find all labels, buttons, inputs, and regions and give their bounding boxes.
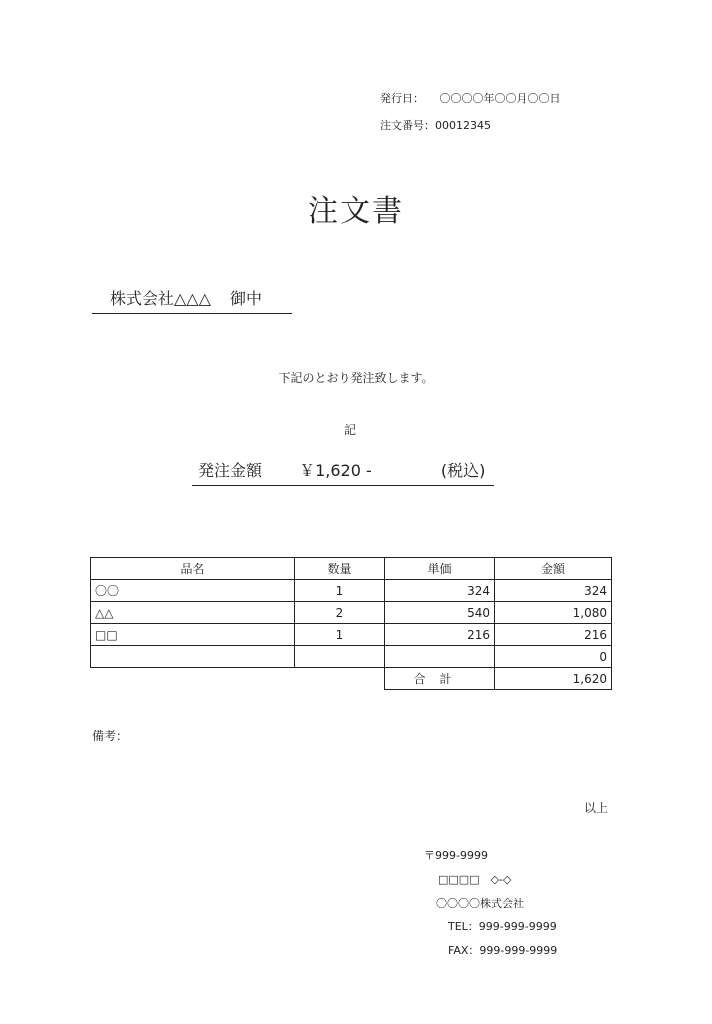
cell-quantity: 2 xyxy=(295,602,385,624)
remarks-label: 備考： xyxy=(92,729,129,743)
document-title: 注文書 xyxy=(308,194,404,229)
cell-unit-price: 216 xyxy=(385,624,495,646)
sender-postal: 〒999-9999 xyxy=(424,849,488,862)
sender-address: □□□□ ◇-◇ xyxy=(438,873,512,886)
sender-fax: FAX：999-999-9999 xyxy=(448,944,558,957)
cell-amount: 324 xyxy=(495,580,612,602)
cell-amount: 0 xyxy=(495,646,612,668)
items-table xyxy=(90,557,612,690)
total-value: 1,620 xyxy=(495,668,612,690)
intro-text: 下記のとおり発注致します。 xyxy=(278,371,434,385)
order-number-label: 注文番号： xyxy=(380,119,435,132)
order-amount-label: 発注金額 xyxy=(198,461,263,480)
table-row xyxy=(91,602,612,624)
blank-cell xyxy=(295,668,385,690)
order-number-value: 00012345 xyxy=(435,119,491,132)
header-quantity: 数量 xyxy=(295,558,385,580)
issue-date xyxy=(380,90,561,106)
cell-item-name xyxy=(91,646,295,668)
order-amount xyxy=(192,458,494,486)
cell-item-name: △△ xyxy=(91,602,295,624)
cell-amount: 1,080 xyxy=(495,602,612,624)
sender-tel: TEL：999-999-9999 xyxy=(448,920,557,933)
cell-amount: 216 xyxy=(495,624,612,646)
order-number xyxy=(380,117,491,133)
header-unit-price: 単価 xyxy=(385,558,495,580)
order-amount-tax-note: (税込) xyxy=(440,461,486,480)
cell-quantity: 1 xyxy=(295,580,385,602)
order-amount-value: ￥1,620 - xyxy=(299,461,372,480)
cell-item-name: 〇〇 xyxy=(91,580,295,602)
addressee-company: 株式会社△△△ xyxy=(110,289,211,308)
cell-quantity: 1 xyxy=(295,624,385,646)
table-row xyxy=(91,580,612,602)
total-label: 合計 xyxy=(385,668,495,690)
cell-unit-price: 540 xyxy=(385,602,495,624)
cell-unit-price: 324 xyxy=(385,580,495,602)
table-header-row xyxy=(91,558,612,580)
cell-unit-price xyxy=(385,646,495,668)
cell-quantity xyxy=(295,646,385,668)
header-amount: 金額 xyxy=(495,558,612,580)
table-row xyxy=(91,624,612,646)
ki-heading: 記 xyxy=(343,423,356,437)
table-row xyxy=(91,646,612,668)
blank-cell xyxy=(91,668,295,690)
addressee-honorific: 御中 xyxy=(230,289,263,308)
table-total-row xyxy=(91,668,612,690)
closing-text: 以上 xyxy=(584,801,609,815)
header-item-name: 品名 xyxy=(91,558,295,580)
sender-company: 〇〇〇〇株式会社 xyxy=(436,897,524,910)
cell-item-name: □□ xyxy=(91,624,295,646)
issue-date-label: 発行日： xyxy=(380,92,424,105)
issue-date-value: 〇〇〇〇年〇〇月〇〇日 xyxy=(439,92,561,105)
addressee xyxy=(92,286,292,314)
